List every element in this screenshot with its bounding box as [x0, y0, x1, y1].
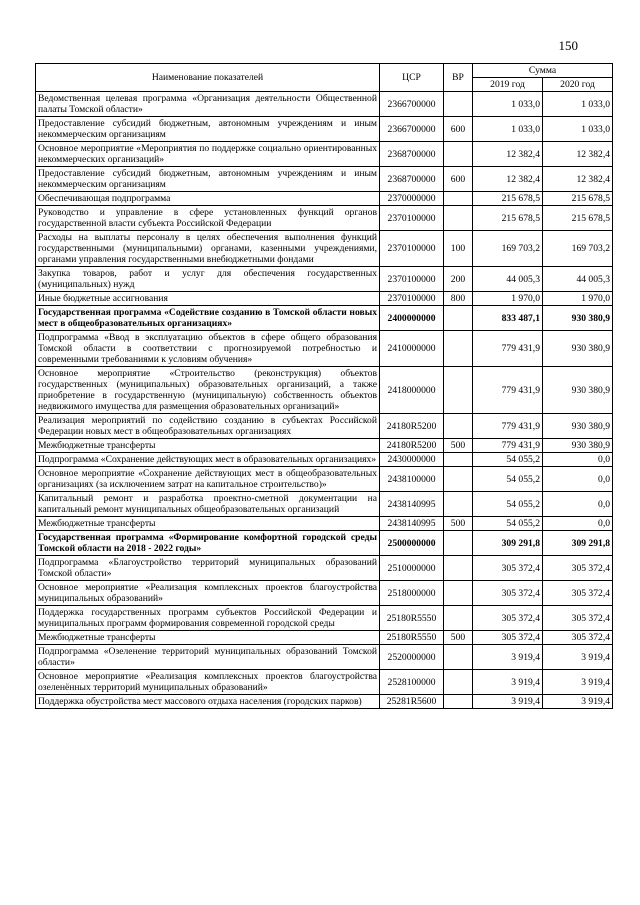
row-2020-cell: 930 380,9 [543, 331, 613, 367]
row-vr-cell: 600 [444, 117, 473, 142]
row-2019-cell: 779 431,9 [473, 414, 543, 439]
row-csr-cell: 24180R5200 [380, 414, 444, 439]
row-2020-cell: 0,0 [543, 467, 613, 492]
row-vr-cell [444, 306, 473, 331]
row-csr-cell: 2518000000 [380, 581, 444, 606]
table-row [36, 92, 613, 117]
row-name-cell: Основное мероприятие «Сохранение действующих мест в общеобразовательных организациях (за исключением затрат на капитальное строительство)» [36, 467, 380, 492]
table-row [36, 306, 613, 331]
row-name-cell: Межбюджетные трансферты [36, 439, 380, 453]
table-row [36, 331, 613, 367]
row-2020-cell: 305 372,4 [543, 631, 613, 645]
row-2019-cell: 779 431,9 [473, 439, 543, 453]
row-2019-cell: 44 005,3 [473, 267, 543, 292]
row-csr-cell: 2366700000 [380, 92, 444, 117]
row-2019-cell: 54 055,2 [473, 492, 543, 517]
row-name-cell: Закупка товаров, работ и услуг для обеспечения государственных (муниципальных) нужд [36, 267, 380, 292]
row-csr-cell: 25180R5550 [380, 606, 444, 631]
table-row [36, 695, 613, 709]
header-year-2020: 2020 год [543, 78, 613, 92]
row-vr-cell: 500 [444, 517, 473, 531]
row-2020-cell: 309 291,8 [543, 531, 613, 556]
table-row [36, 670, 613, 695]
row-2020-cell: 930 380,9 [543, 414, 613, 439]
row-2020-cell: 930 380,9 [543, 367, 613, 414]
row-2020-cell: 305 372,4 [543, 606, 613, 631]
row-csr-cell: 2500000000 [380, 531, 444, 556]
row-vr-cell [444, 670, 473, 695]
table-row [36, 467, 613, 492]
row-vr-cell [444, 192, 473, 206]
row-2019-cell: 1 033,0 [473, 117, 543, 142]
header-vr: ВР [444, 64, 473, 92]
row-name-cell: Основное мероприятие «Реализация комплексных проектов благоустройства муниципальных образований» [36, 581, 380, 606]
row-vr-cell [444, 142, 473, 167]
table-row [36, 453, 613, 467]
row-2020-cell: 215 678,5 [543, 206, 613, 231]
row-2019-cell: 12 382,4 [473, 142, 543, 167]
row-vr-cell: 200 [444, 267, 473, 292]
row-2019-cell: 215 678,5 [473, 206, 543, 231]
row-2019-cell: 305 372,4 [473, 556, 543, 581]
row-csr-cell: 2370000000 [380, 192, 444, 206]
table-row [36, 492, 613, 517]
row-csr-cell: 2410000000 [380, 331, 444, 367]
row-2019-cell: 169 703,2 [473, 231, 543, 267]
row-name-cell: Поддержка обустройства мест массового отдыха населения (городских парков) [36, 695, 380, 709]
row-name-cell: Расходы на выплаты персоналу в целях обеспечения выполнения функций государственными (муниципальными) органами, казенными учреждениями, органами управления государственными внебюджетными фондами [36, 231, 380, 267]
row-name-cell: Иные бюджетные ассигнования [36, 292, 380, 306]
header-name: Наименование показателей [36, 64, 380, 92]
row-name-cell: Основное мероприятие «Мероприятия по поддержке социально ориентированных некоммерческих организаций» [36, 142, 380, 167]
table-row [36, 142, 613, 167]
row-2020-cell: 0,0 [543, 492, 613, 517]
row-csr-cell: 2370100000 [380, 292, 444, 306]
table-row [36, 367, 613, 414]
table-row [36, 439, 613, 453]
row-2020-cell: 305 372,4 [543, 581, 613, 606]
row-csr-cell: 2368700000 [380, 167, 444, 192]
table-row [36, 167, 613, 192]
table-row [36, 517, 613, 531]
row-vr-cell [444, 453, 473, 467]
row-name-cell: Государственная программа «Формирование комфортной городской среды Томской области на 2018 - 2022 годы» [36, 531, 380, 556]
row-2020-cell: 0,0 [543, 453, 613, 467]
row-vr-cell [444, 556, 473, 581]
row-vr-cell [444, 92, 473, 117]
table-row [36, 206, 613, 231]
row-2019-cell: 215 678,5 [473, 192, 543, 206]
row-name-cell: Межбюджетные трансферты [36, 517, 380, 531]
row-2019-cell: 54 055,2 [473, 517, 543, 531]
row-name-cell: Ведомственная целевая программа «Организация деятельности Общественной палаты Томской области» [36, 92, 380, 117]
row-2020-cell: 0,0 [543, 517, 613, 531]
table-row [36, 645, 613, 670]
row-2019-cell: 54 055,2 [473, 453, 543, 467]
row-csr-cell: 25180R5550 [380, 631, 444, 645]
row-2019-cell: 3 919,4 [473, 645, 543, 670]
row-vr-cell [444, 606, 473, 631]
table-row [36, 292, 613, 306]
header-csr: ЦСР [380, 64, 444, 92]
row-name-cell: Руководство и управление в сфере установленных функций органов государственной власти субъекта Российской Федерации [36, 206, 380, 231]
row-name-cell: Межбюджетные трансферты [36, 631, 380, 645]
header-year-2019: 2019 год [473, 78, 543, 92]
table-header [36, 64, 613, 92]
table-row [36, 556, 613, 581]
row-vr-cell [444, 414, 473, 439]
table-row [36, 231, 613, 267]
row-name-cell: Капитальный ремонт и разработка проектно-сметной документации на капитальный ремонт муниципальных общеобразовательных организаций [36, 492, 380, 517]
row-vr-cell [444, 467, 473, 492]
table-row [36, 581, 613, 606]
budget-table [35, 63, 613, 709]
row-csr-cell: 2370100000 [380, 206, 444, 231]
table-row [36, 414, 613, 439]
row-2020-cell: 1 033,0 [543, 92, 613, 117]
row-csr-cell: 2418000000 [380, 367, 444, 414]
row-2019-cell: 1 970,0 [473, 292, 543, 306]
row-2020-cell: 44 005,3 [543, 267, 613, 292]
row-name-cell: Подпрограмма «Озеленение территорий муниципальных образований Томской области» [36, 645, 380, 670]
row-csr-cell: 2370100000 [380, 231, 444, 267]
table-row [36, 531, 613, 556]
row-2019-cell: 54 055,2 [473, 467, 543, 492]
row-2020-cell: 3 919,4 [543, 695, 613, 709]
row-2019-cell: 305 372,4 [473, 631, 543, 645]
row-vr-cell [444, 367, 473, 414]
row-name-cell: Обеспечивающая подпрограмма [36, 192, 380, 206]
row-csr-cell: 2438100000 [380, 467, 444, 492]
row-csr-cell: 2438140995 [380, 492, 444, 517]
row-csr-cell: 2370100000 [380, 267, 444, 292]
row-vr-cell: 800 [444, 292, 473, 306]
row-2019-cell: 833 487,1 [473, 306, 543, 331]
row-csr-cell: 2520000000 [380, 645, 444, 670]
row-vr-cell [444, 645, 473, 670]
row-name-cell: Подпрограмма «Ввод в эксплуатацию объектов в сфере общего образования Томской области в соответствии с прогнозируемой потребностью и современными требованиями к условиям обучения» [36, 331, 380, 367]
row-2020-cell: 12 382,4 [543, 167, 613, 192]
row-2019-cell: 12 382,4 [473, 167, 543, 192]
table-body [36, 92, 613, 709]
row-csr-cell: 2368700000 [380, 142, 444, 167]
row-2020-cell: 3 919,4 [543, 670, 613, 695]
row-csr-cell: 2366700000 [380, 117, 444, 142]
row-csr-cell: 2510000000 [380, 556, 444, 581]
row-name-cell: Поддержка государственных программ субъектов Российской Федерации и муниципальных программ формирования современной городской среды [36, 606, 380, 631]
table-row [36, 606, 613, 631]
row-csr-cell: 2528100000 [380, 670, 444, 695]
row-vr-cell [444, 331, 473, 367]
row-vr-cell [444, 206, 473, 231]
row-2019-cell: 779 431,9 [473, 331, 543, 367]
page-number: 150 [558, 38, 578, 53]
table-row [36, 267, 613, 292]
row-name-cell: Реализация мероприятий по содействию созданию в субъектах Российской Федерации новых мест в общеобразовательных организациях [36, 414, 380, 439]
row-name-cell: Государственная программа «Содействие созданию в Томской области новых мест в общеобразовательных организациях» [36, 306, 380, 331]
row-vr-cell: 500 [444, 439, 473, 453]
table-row [36, 117, 613, 142]
row-vr-cell: 100 [444, 231, 473, 267]
row-2020-cell: 1 970,0 [543, 292, 613, 306]
row-csr-cell: 2438140995 [380, 517, 444, 531]
row-vr-cell: 600 [444, 167, 473, 192]
row-vr-cell [444, 581, 473, 606]
row-2019-cell: 309 291,8 [473, 531, 543, 556]
row-csr-cell: 2430000000 [380, 453, 444, 467]
row-vr-cell [444, 492, 473, 517]
row-2019-cell: 3 919,4 [473, 670, 543, 695]
row-vr-cell: 500 [444, 631, 473, 645]
row-2019-cell: 1 033,0 [473, 92, 543, 117]
row-2020-cell: 12 382,4 [543, 142, 613, 167]
table-row [36, 192, 613, 206]
row-2019-cell: 305 372,4 [473, 581, 543, 606]
row-name-cell: Основное мероприятие «Реализация комплексных проектов благоустройства озеленённых территорий муниципальных образований» [36, 670, 380, 695]
row-name-cell: Подпрограмма «Сохранение действующих мест в образовательных организациях» [36, 453, 380, 467]
row-vr-cell [444, 531, 473, 556]
row-2020-cell: 215 678,5 [543, 192, 613, 206]
row-2020-cell: 930 380,9 [543, 306, 613, 331]
table-row [36, 631, 613, 645]
row-2019-cell: 3 919,4 [473, 695, 543, 709]
row-2019-cell: 779 431,9 [473, 367, 543, 414]
row-vr-cell [444, 695, 473, 709]
row-name-cell: Предоставление субсидий бюджетным, автономным учреждениям и иным некоммерческим организациям [36, 167, 380, 192]
row-csr-cell: 24180R5200 [380, 439, 444, 453]
row-2020-cell: 930 380,9 [543, 439, 613, 453]
row-2020-cell: 305 372,4 [543, 556, 613, 581]
row-2020-cell: 3 919,4 [543, 645, 613, 670]
row-name-cell: Подпрограмма «Благоустройство территорий муниципальных образований Томской области» [36, 556, 380, 581]
header-sum: Сумма [473, 64, 613, 78]
row-csr-cell: 2400000000 [380, 306, 444, 331]
row-name-cell: Предоставление субсидий бюджетным, автономным учреждениям и иным некоммерческим организациям [36, 117, 380, 142]
row-2020-cell: 169 703,2 [543, 231, 613, 267]
row-2020-cell: 1 033,0 [543, 117, 613, 142]
row-csr-cell: 25281R5600 [380, 695, 444, 709]
row-2019-cell: 305 372,4 [473, 606, 543, 631]
row-name-cell: Основное мероприятие «Строительство (реконструкция) объектов государственных (муниципальных) образовательных организаций, а также приобретение в государственную (муниципальную) собственность объектов недвижимого имущества для размещения образовательных организаций» [36, 367, 380, 414]
